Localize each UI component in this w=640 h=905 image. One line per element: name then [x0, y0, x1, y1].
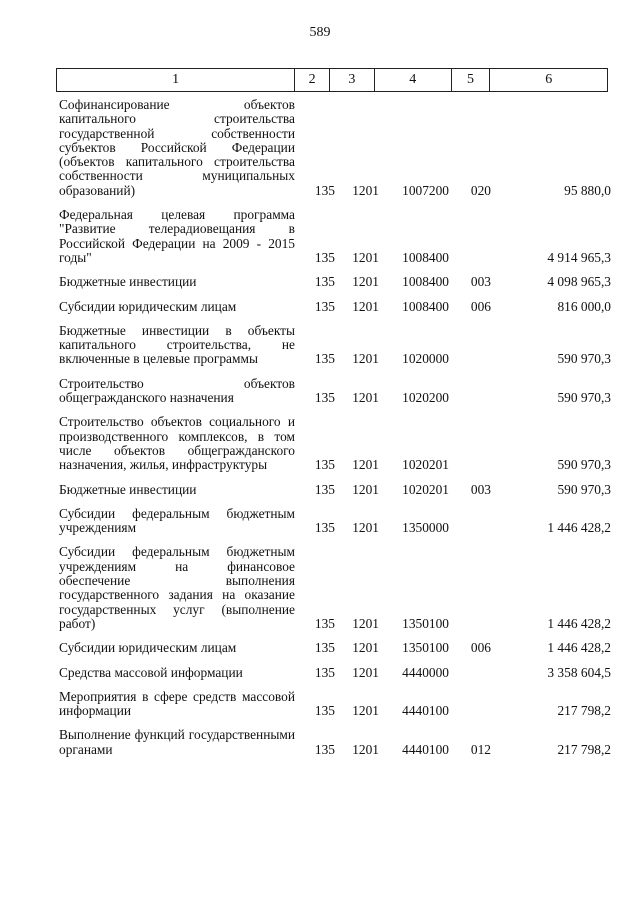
row-name-cell: Выполнение функций государственными органами: [59, 727, 295, 757]
row-target-cell: 1350100: [402, 615, 449, 631]
row-amount-cell: 590 970,3: [557, 481, 611, 497]
row-expense-type-cell: 006: [470, 298, 491, 314]
column-header-4: 4: [375, 69, 452, 91]
row-section-cell: 1201: [352, 298, 379, 314]
row-admin-cell: 135: [314, 351, 335, 367]
row-admin-cell: 135: [314, 520, 335, 536]
column-header-1: 1: [57, 69, 295, 91]
row-amount-cell: 590 970,3: [557, 457, 611, 473]
row-section-cell: 1201: [352, 481, 379, 497]
budget-table-body: [56, 98, 616, 767]
row-section-cell: 1201: [352, 615, 379, 631]
row-admin-cell: 135: [314, 457, 335, 473]
row-admin-cell: 135: [314, 703, 335, 719]
table-row: [56, 415, 616, 472]
row-expense-type-cell: 003: [470, 481, 491, 497]
row-target-cell: 1020200: [402, 390, 449, 406]
row-section-cell: 1201: [352, 249, 379, 265]
row-amount-cell: 590 970,3: [557, 390, 611, 406]
row-section-cell: 1201: [352, 390, 379, 406]
row-amount-cell: 4 098 965,3: [547, 274, 611, 290]
row-section-cell: 1201: [352, 351, 379, 367]
page-number: 589: [309, 25, 331, 40]
row-admin-cell: 135: [314, 664, 335, 680]
column-header-row: [56, 68, 608, 92]
row-admin-cell: 135: [314, 274, 335, 290]
column-header-6: 6: [545, 72, 553, 87]
row-target-cell: 4440100: [402, 703, 449, 719]
row-admin-cell: 135: [314, 390, 335, 406]
row-target-cell: 1350000: [402, 520, 449, 536]
row-section-cell: 1201: [352, 274, 379, 290]
row-target-cell: 1007200: [402, 182, 449, 198]
row-amount-cell: 217 798,2: [557, 741, 611, 757]
row-section-cell: 1201: [352, 703, 379, 719]
row-expense-type-cell: 006: [470, 640, 491, 656]
row-section-cell: 1201: [352, 457, 379, 473]
row-admin-cell: 135: [314, 741, 335, 757]
row-target-cell: 4440100: [402, 741, 449, 757]
row-target-cell: 1008400: [402, 298, 449, 314]
row-expense-type-cell: 020: [470, 182, 491, 198]
row-expense-type-cell: 012: [470, 741, 491, 757]
row-name-cell: Строительство объектов общегражданского назначения: [59, 375, 295, 406]
row-admin-cell: 135: [314, 249, 335, 265]
column-header-3: 3: [330, 69, 375, 91]
row-admin-cell: 135: [314, 640, 335, 656]
row-section-cell: 1201: [352, 520, 379, 536]
row-amount-cell: 1 446 428,2: [547, 520, 611, 536]
table-row: [56, 641, 616, 655]
table-row: [56, 324, 616, 367]
row-amount-cell: 1 446 428,2: [547, 615, 611, 631]
table-row: [56, 275, 616, 289]
row-name-cell: Строительство объектов социального и производственного комплексов, в том числе объектов общегражданского назначения, жилья, инфраструктуры: [59, 414, 295, 473]
row-target-cell: 1020000: [402, 351, 449, 367]
row-amount-cell: 217 798,2: [557, 703, 611, 719]
column-header-5: 5: [452, 69, 491, 91]
row-target-cell: 1020201: [402, 457, 449, 473]
row-section-cell: 1201: [352, 182, 379, 198]
row-name-cell: Бюджетные инвестиции: [59, 274, 197, 290]
row-name-cell: Софинансирование объектов капитального строительства государственной собственности субъектов Российской Федерации (объектов капитального строительства собственности муниципальных образований): [59, 97, 295, 198]
row-amount-cell: 816 000,0: [557, 298, 611, 314]
table-row: [56, 507, 616, 536]
row-name-cell: Мероприятия в сфере средств массовой информации: [59, 688, 295, 719]
table-row: [56, 666, 616, 680]
row-name-cell: Субсидии юридическим лицам: [59, 640, 237, 656]
row-name-cell: Бюджетные инвестиции в объекты капитального строительства, не включенные в целевые программы: [59, 322, 295, 367]
row-amount-cell: 95 880,0: [564, 182, 611, 198]
row-admin-cell: 135: [314, 615, 335, 631]
row-target-cell: 1020201: [402, 481, 449, 497]
row-admin-cell: 135: [314, 481, 335, 497]
table-row: [56, 545, 616, 631]
row-amount-cell: 3 358 604,5: [547, 664, 611, 680]
row-section-cell: 1201: [352, 640, 379, 656]
row-section-cell: 1201: [352, 741, 379, 757]
row-amount-cell: 1 446 428,2: [547, 640, 611, 656]
table-row: [56, 300, 616, 314]
row-name-cell: Бюджетные инвестиции: [59, 481, 197, 497]
table-row: [56, 377, 616, 406]
table-row: [56, 208, 616, 265]
row-expense-type-cell: 003: [470, 274, 491, 290]
row-name-cell: Средства массовой информации: [59, 664, 243, 680]
row-name-cell: Субсидии федеральным бюджетным учреждениям: [59, 505, 295, 536]
table-row: [56, 483, 616, 497]
row-name-cell: Субсидии федеральным бюджетным учреждениям на финансовое обеспечение выполнения государственного задания на оказание государственных услуг (выполнение работ): [59, 544, 295, 631]
row-name-cell: Федеральная целевая программа "Развитие телерадиовещания в Российской Федерации на 2009 - 2015 годы": [59, 207, 295, 265]
row-amount-cell: 4 914 965,3: [547, 249, 611, 265]
row-target-cell: 1350100: [402, 640, 449, 656]
row-target-cell: 1008400: [402, 249, 449, 265]
column-header-2: 2: [295, 69, 330, 91]
table-row: [56, 690, 616, 719]
row-amount-cell: 590 970,3: [557, 351, 611, 367]
row-admin-cell: 135: [314, 182, 335, 198]
row-target-cell: 1008400: [402, 274, 449, 290]
row-admin-cell: 135: [314, 298, 335, 314]
table-row: [56, 98, 616, 198]
row-target-cell: 4440000: [402, 664, 449, 680]
row-section-cell: 1201: [352, 664, 379, 680]
table-row: [56, 728, 616, 757]
row-name-cell: Субсидии юридическим лицам: [59, 298, 237, 314]
